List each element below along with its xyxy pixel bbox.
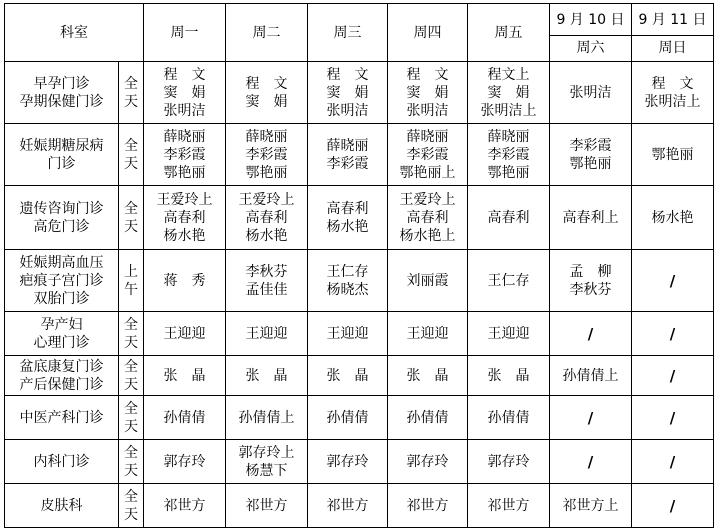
- dept-cell: [5, 356, 119, 396]
- dept-cell: [5, 396, 119, 440]
- doctor-name: 高春利: [406, 209, 449, 226]
- session-char: 全: [124, 358, 138, 375]
- session-cell: [119, 440, 144, 484]
- doctor-name: 张明洁上: [480, 102, 537, 119]
- doctor-cell: [388, 250, 468, 312]
- none-slash: /: [669, 271, 676, 290]
- dept-name-line: 遗传咨询门诊: [19, 200, 104, 217]
- doctor-cell: [550, 396, 632, 440]
- doctor-name: 张明洁: [163, 102, 206, 119]
- doctor-cell: [468, 62, 550, 124]
- session-cell: [119, 356, 144, 396]
- day-header-thu: 周四: [388, 4, 468, 62]
- doctor-cell: [468, 440, 550, 484]
- doctor-name: 王仁存: [487, 272, 530, 289]
- doctor-cell: [550, 356, 632, 396]
- dept-cell: [5, 250, 119, 312]
- session-cell: [119, 484, 144, 528]
- none-slash: /: [669, 452, 676, 471]
- doctor-cell: [632, 440, 714, 484]
- doctor-name: 刘丽霞: [406, 272, 449, 289]
- doctor-cell: [226, 250, 308, 312]
- doctor-cell: [308, 396, 388, 440]
- session-char: 天: [124, 93, 138, 110]
- schedule-row: [5, 312, 714, 356]
- doctor-name: 程 文: [245, 75, 288, 92]
- dept-cell: [5, 124, 119, 186]
- doctor-name: 孙倩倩: [326, 409, 369, 426]
- doctor-cell: [632, 396, 714, 440]
- none-slash: /: [669, 366, 676, 385]
- doctor-cell: [144, 186, 226, 250]
- doctor-cell: [550, 124, 632, 186]
- none-slash: /: [587, 408, 594, 427]
- dept-name-line: 疤痕子宫门诊: [19, 272, 104, 289]
- doctor-cell: [226, 186, 308, 250]
- doctor-name: 王迎迎: [487, 325, 530, 342]
- dept-cell: [5, 186, 119, 250]
- dept-cell: [5, 484, 119, 528]
- doctor-name: 王迎迎: [406, 325, 449, 342]
- session-cell: [119, 124, 144, 186]
- doctor-name: 孙倩倩: [163, 409, 206, 426]
- none-slash: /: [587, 452, 594, 471]
- session-char: 天: [124, 506, 138, 523]
- dept-name-line: 盆底康复门诊: [19, 358, 104, 375]
- doctor-cell: [226, 440, 308, 484]
- none-slash: /: [587, 324, 594, 343]
- doctor-cell: [388, 396, 468, 440]
- doctor-name: 薛晓丽: [487, 128, 530, 145]
- doctor-cell: [308, 62, 388, 124]
- session-char: 上: [124, 263, 138, 280]
- day-header-tue: 周二: [226, 4, 308, 62]
- none-slash: /: [669, 408, 676, 427]
- doctor-name: 程 文: [406, 66, 449, 83]
- doctor-name: 鄂艳丽: [651, 146, 694, 163]
- doctor-cell: [468, 124, 550, 186]
- doctor-cell: [388, 484, 468, 528]
- doctor-cell: [632, 356, 714, 396]
- session-char: 全: [124, 200, 138, 217]
- sun-day: 周日: [658, 40, 687, 56]
- doctor-cell: [144, 484, 226, 528]
- doctor-name: 窦 娟: [406, 84, 449, 101]
- doctor-name: 高春利: [163, 209, 206, 226]
- doctor-name: 王迎迎: [163, 325, 206, 342]
- doctor-cell: [632, 484, 714, 528]
- dept-cell: [5, 62, 119, 124]
- doctor-name: 郭存玲: [487, 453, 530, 470]
- schedule-row: [5, 124, 714, 186]
- dept-name-line: 早孕门诊: [33, 75, 90, 92]
- dept-name-line: 高危门诊: [33, 218, 90, 235]
- doctor-cell: [468, 396, 550, 440]
- sat-date: 9 月 10 日: [550, 5, 631, 36]
- doctor-name: 鄂艳丽: [569, 155, 612, 172]
- doctor-name: 蒋 秀: [163, 272, 206, 289]
- doctor-cell: [468, 312, 550, 356]
- doctor-cell: [632, 312, 714, 356]
- doctor-cell: [308, 440, 388, 484]
- doctor-name: 孟 柳: [569, 263, 612, 280]
- doctor-name: 祁世方: [326, 497, 369, 514]
- doctor-cell: [468, 186, 550, 250]
- doctor-name: 高春利: [487, 209, 530, 226]
- schedule-row: [5, 440, 714, 484]
- doctor-name: 李彩霞: [326, 155, 369, 172]
- session-char: 全: [124, 316, 138, 333]
- doctor-cell: [226, 124, 308, 186]
- doctor-cell: [226, 396, 308, 440]
- session-char: 天: [124, 218, 138, 235]
- doctor-cell: [144, 356, 226, 396]
- doctor-cell: [144, 124, 226, 186]
- header-row: [5, 4, 714, 62]
- doctor-cell: [226, 62, 308, 124]
- doctor-name: 李秋芬: [245, 263, 288, 280]
- doctor-name: 郭存玲: [406, 453, 449, 470]
- schedule-row: [5, 62, 714, 124]
- doctor-name: 李彩霞: [245, 146, 288, 163]
- dept-name-line: 内科门诊: [33, 453, 90, 470]
- doctor-name: 张明洁: [569, 84, 612, 101]
- doctor-cell: [388, 62, 468, 124]
- schedule-row: [5, 484, 714, 528]
- doctor-cell: [144, 440, 226, 484]
- doctor-name: 祁世方: [163, 497, 206, 514]
- doctor-cell: [468, 250, 550, 312]
- doctor-name: 李彩霞: [406, 146, 449, 163]
- sun-date: 9 月 11 日: [632, 5, 713, 36]
- doctor-cell: [468, 484, 550, 528]
- doctor-name: 薛晓丽: [326, 137, 369, 154]
- doctor-cell: [144, 312, 226, 356]
- doctor-name: 祁世方上: [562, 497, 619, 514]
- doctor-cell: [632, 62, 714, 124]
- doctor-name: 薛晓丽: [163, 128, 206, 145]
- doctor-cell: [388, 186, 468, 250]
- dept-name-line: 妊娠期高血压: [19, 254, 104, 271]
- doctor-name: 孙倩倩: [487, 409, 530, 426]
- doctor-name: 窦 娟: [326, 84, 369, 101]
- doctor-cell: [226, 484, 308, 528]
- doctor-cell: [144, 396, 226, 440]
- dept-name-line: 心理门诊: [33, 334, 90, 351]
- doctor-cell: [308, 124, 388, 186]
- doctor-cell: [388, 312, 468, 356]
- session-char: 天: [124, 418, 138, 435]
- doctor-name: 杨慧下: [245, 462, 288, 479]
- doctor-name: 郭存玲: [163, 453, 206, 470]
- session-char: 全: [124, 400, 138, 417]
- session-cell: [119, 312, 144, 356]
- doctor-name: 程 文: [651, 75, 694, 92]
- doctor-name: 孙倩倩上: [562, 367, 619, 384]
- doctor-name: 李秋芬: [569, 281, 612, 298]
- doctor-name: 张明洁上: [644, 93, 701, 110]
- session-cell: [119, 62, 144, 124]
- doctor-name: 杨水艳上: [399, 227, 456, 244]
- schedule-row: [5, 356, 714, 396]
- doctor-cell: [388, 356, 468, 396]
- dept-name-line: 孕期保健门诊: [19, 93, 104, 110]
- doctor-cell: [550, 312, 632, 356]
- doctor-name: 鄂艳丽: [487, 164, 530, 181]
- session-cell: [119, 250, 144, 312]
- day-header-sun: [632, 4, 714, 62]
- doctor-cell: [308, 312, 388, 356]
- day-header-fri: 周五: [468, 4, 550, 62]
- day-header-mon: 周一: [144, 4, 226, 62]
- doctor-name: 孙倩倩上: [238, 409, 295, 426]
- doctor-name: 张明洁: [326, 102, 369, 119]
- doctor-cell: [308, 356, 388, 396]
- doctor-name: 王爱玲上: [156, 191, 213, 208]
- doctor-name: 杨水艳: [163, 227, 206, 244]
- doctor-name: 张 晶: [163, 367, 206, 384]
- doctor-name: 程 文: [326, 66, 369, 83]
- schedule-row: [5, 396, 714, 440]
- doctor-name: 薛晓丽: [245, 128, 288, 145]
- dept-name-line: 中医产科门诊: [19, 409, 104, 426]
- doctor-name: 鄂艳丽: [245, 164, 288, 181]
- doctor-cell: [388, 440, 468, 484]
- schedule-table: [4, 3, 714, 528]
- session-char: 天: [124, 155, 138, 172]
- doctor-name: 李彩霞: [163, 146, 206, 163]
- doctor-cell: [308, 250, 388, 312]
- session-char: 天: [124, 334, 138, 351]
- doctor-cell: [632, 186, 714, 250]
- doctor-name: 祁世方: [245, 497, 288, 514]
- doctor-cell: [550, 250, 632, 312]
- schedule-body: [5, 4, 714, 528]
- doctor-name: 王爱玲上: [238, 191, 295, 208]
- doctor-cell: [308, 186, 388, 250]
- session-char: 全: [124, 75, 138, 92]
- doctor-cell: [550, 62, 632, 124]
- doctor-cell: [144, 250, 226, 312]
- doctor-name: 程文上: [487, 66, 530, 83]
- dept-cell: [5, 312, 119, 356]
- session-char: 午: [124, 281, 138, 298]
- doctor-name: 孙倩倩: [406, 409, 449, 426]
- doctor-name: 薛晓丽: [406, 128, 449, 145]
- doctor-name: 孟佳佳: [245, 281, 288, 298]
- doctor-cell: [632, 250, 714, 312]
- doctor-cell: [632, 124, 714, 186]
- day-header-wed: 周三: [308, 4, 388, 62]
- doctor-name: 张 晶: [245, 367, 288, 384]
- doctor-name: 鄂艳丽上: [399, 164, 456, 181]
- doctor-cell: [388, 124, 468, 186]
- doctor-name: 杨晓杰: [326, 281, 369, 298]
- dept-name-line: 双胎门诊: [33, 290, 90, 307]
- dept-name-line: 孕产妇: [40, 316, 83, 333]
- doctor-name: 李彩霞: [569, 137, 612, 154]
- doctor-name: 祁世方: [487, 497, 530, 514]
- doctor-cell: [226, 312, 308, 356]
- session-char: 全: [124, 444, 138, 461]
- doctor-name: 张 晶: [487, 367, 530, 384]
- doctor-cell: [468, 356, 550, 396]
- day-header-sat: [550, 4, 632, 62]
- session-char: 天: [124, 376, 138, 393]
- doctor-cell: [550, 186, 632, 250]
- doctor-name: 王仁存: [326, 263, 369, 280]
- schedule-row: [5, 250, 714, 312]
- doctor-name: 王迎迎: [326, 325, 369, 342]
- session-cell: [119, 186, 144, 250]
- dept-name-line: 皮肤科: [40, 497, 83, 514]
- sat-day: 周六: [576, 40, 605, 56]
- session-char: 天: [124, 462, 138, 479]
- doctor-name: 王迎迎: [245, 325, 288, 342]
- doctor-name: 高春利: [245, 209, 288, 226]
- dept-cell: [5, 440, 119, 484]
- doctor-name: 程 文: [163, 66, 206, 83]
- doctor-name: 张明洁: [406, 102, 449, 119]
- doctor-name: 王爱玲上: [399, 191, 456, 208]
- doctor-name: 杨水艳: [326, 218, 369, 235]
- doctor-name: 张 晶: [406, 367, 449, 384]
- dept-name-line: 妊娠期糖尿病: [19, 137, 104, 154]
- doctor-name: 高春利上: [562, 209, 619, 226]
- doctor-name: 窦 娟: [487, 84, 530, 101]
- none-slash: /: [669, 496, 676, 515]
- session-cell: [119, 396, 144, 440]
- doctor-cell: [226, 356, 308, 396]
- doctor-name: 窦 娟: [163, 84, 206, 101]
- doctor-cell: [144, 62, 226, 124]
- doctor-name: 郭存玲上: [238, 444, 295, 461]
- doctor-name: 祁世方: [406, 497, 449, 514]
- doctor-name: 郭存玲: [326, 453, 369, 470]
- doctor-name: 张 晶: [326, 367, 369, 384]
- doctor-name: 李彩霞: [487, 146, 530, 163]
- dept-name-line: 门诊: [47, 155, 76, 172]
- doctor-cell: [308, 484, 388, 528]
- doctor-name: 窦 娟: [245, 93, 288, 110]
- doctor-name: 鄂艳丽: [163, 164, 206, 181]
- doctor-name: 高春利: [326, 200, 369, 217]
- dept-name-line: 产后保健门诊: [19, 376, 104, 393]
- none-slash: /: [669, 324, 676, 343]
- doctor-cell: [550, 484, 632, 528]
- doctor-name: 杨水艳: [245, 227, 288, 244]
- doctor-name: 杨水艳: [651, 209, 694, 226]
- schedule-row: [5, 186, 714, 250]
- session-char: 全: [124, 488, 138, 505]
- session-char: 全: [124, 137, 138, 154]
- doctor-cell: [550, 440, 632, 484]
- dept-header: 科室: [5, 4, 144, 62]
